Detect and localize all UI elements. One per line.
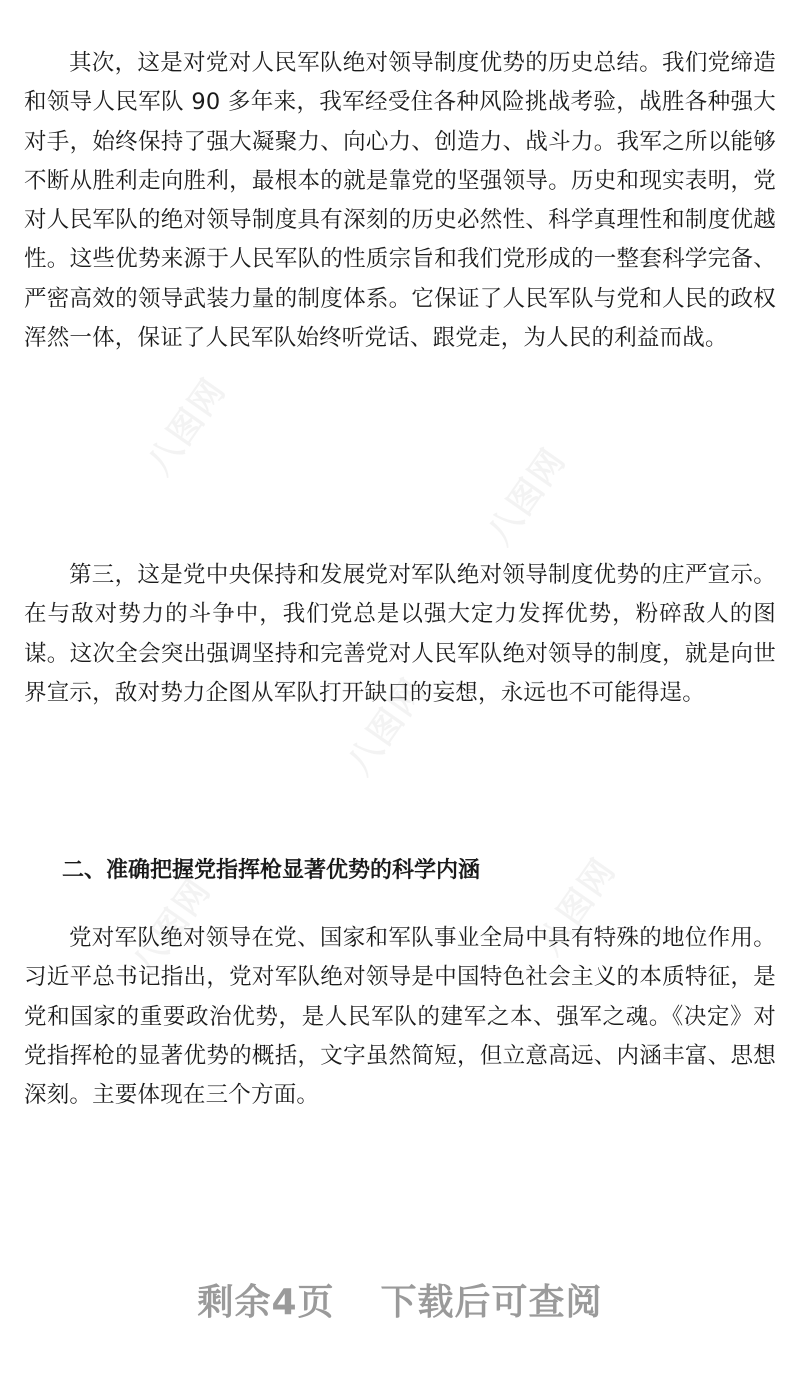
download-prompt-banner[interactable] (0, 1274, 800, 1325)
paragraph-third-point: 第三，这是党中央保持和发展党对军队绝对领导制度优势的庄严宣示。在与敌对势力的斗争中，我们党总是以强大定力发挥优势，粉碎敌人的图谋。这次全会突出强调坚持和完善党对人民军队绝对领导的制度，就是向世界宣示，敌对势力企图从军队打开缺口的妄想，永远也不可能得逞。 (24, 562, 776, 706)
watermark: 八图网 (339, 670, 435, 783)
remaining-pages-label: 剩余4页 (197, 1282, 335, 1323)
watermark: 八图网 (479, 440, 575, 553)
paragraph-section-intro: 党对军队绝对领导在党、国家和军队事业全局中具有特殊的地位作用。习近平总书记指出，党对军队绝对领导是中国特色社会主义的本质特征，是党和国家的重要政治优势，是人民军队的建军之本、强军之魂。《决定》对党指挥枪的显著优势的概括，文字虽然简短，但立意高远、内涵丰富、思想深刻。主要体现在三个方面。 (24, 925, 776, 1109)
watermark: 八图网 (124, 870, 220, 983)
section-heading: 二、准确把握党指挥枪显著优势的科学内涵 (62, 858, 481, 883)
watermark: 八图网 (139, 370, 235, 483)
watermark: 八图网 (529, 850, 625, 963)
download-to-view-label: 下载后可查阅 (380, 1282, 603, 1323)
paragraph-second-point: 其次，这是对党对人民军队绝对领导制度优势的历史总结。我们党缔造和领导人民军队 90 多年来，我军经受住各种风险挑战考验，战胜各种强大对手，始终保持了强大凝聚力、向心力、创造力、战斗力。我军之所以能够不断从胜利走向胜利，最根本的就是靠党的坚强领导。历史和现实表明，党对人民军队的绝对领导制度具有深刻的历史必然性、科学真理性和制度优越性。这些优势来源于人民军队的性质宗旨和我们党形成的一整套科学完备、严密高效的领导武装力量的制度体系。它保证了人民军队与党和人民的政权浑然一体，保证了人民军队始终听党话、跟党走，为人民的利益而战。 (24, 50, 776, 352)
